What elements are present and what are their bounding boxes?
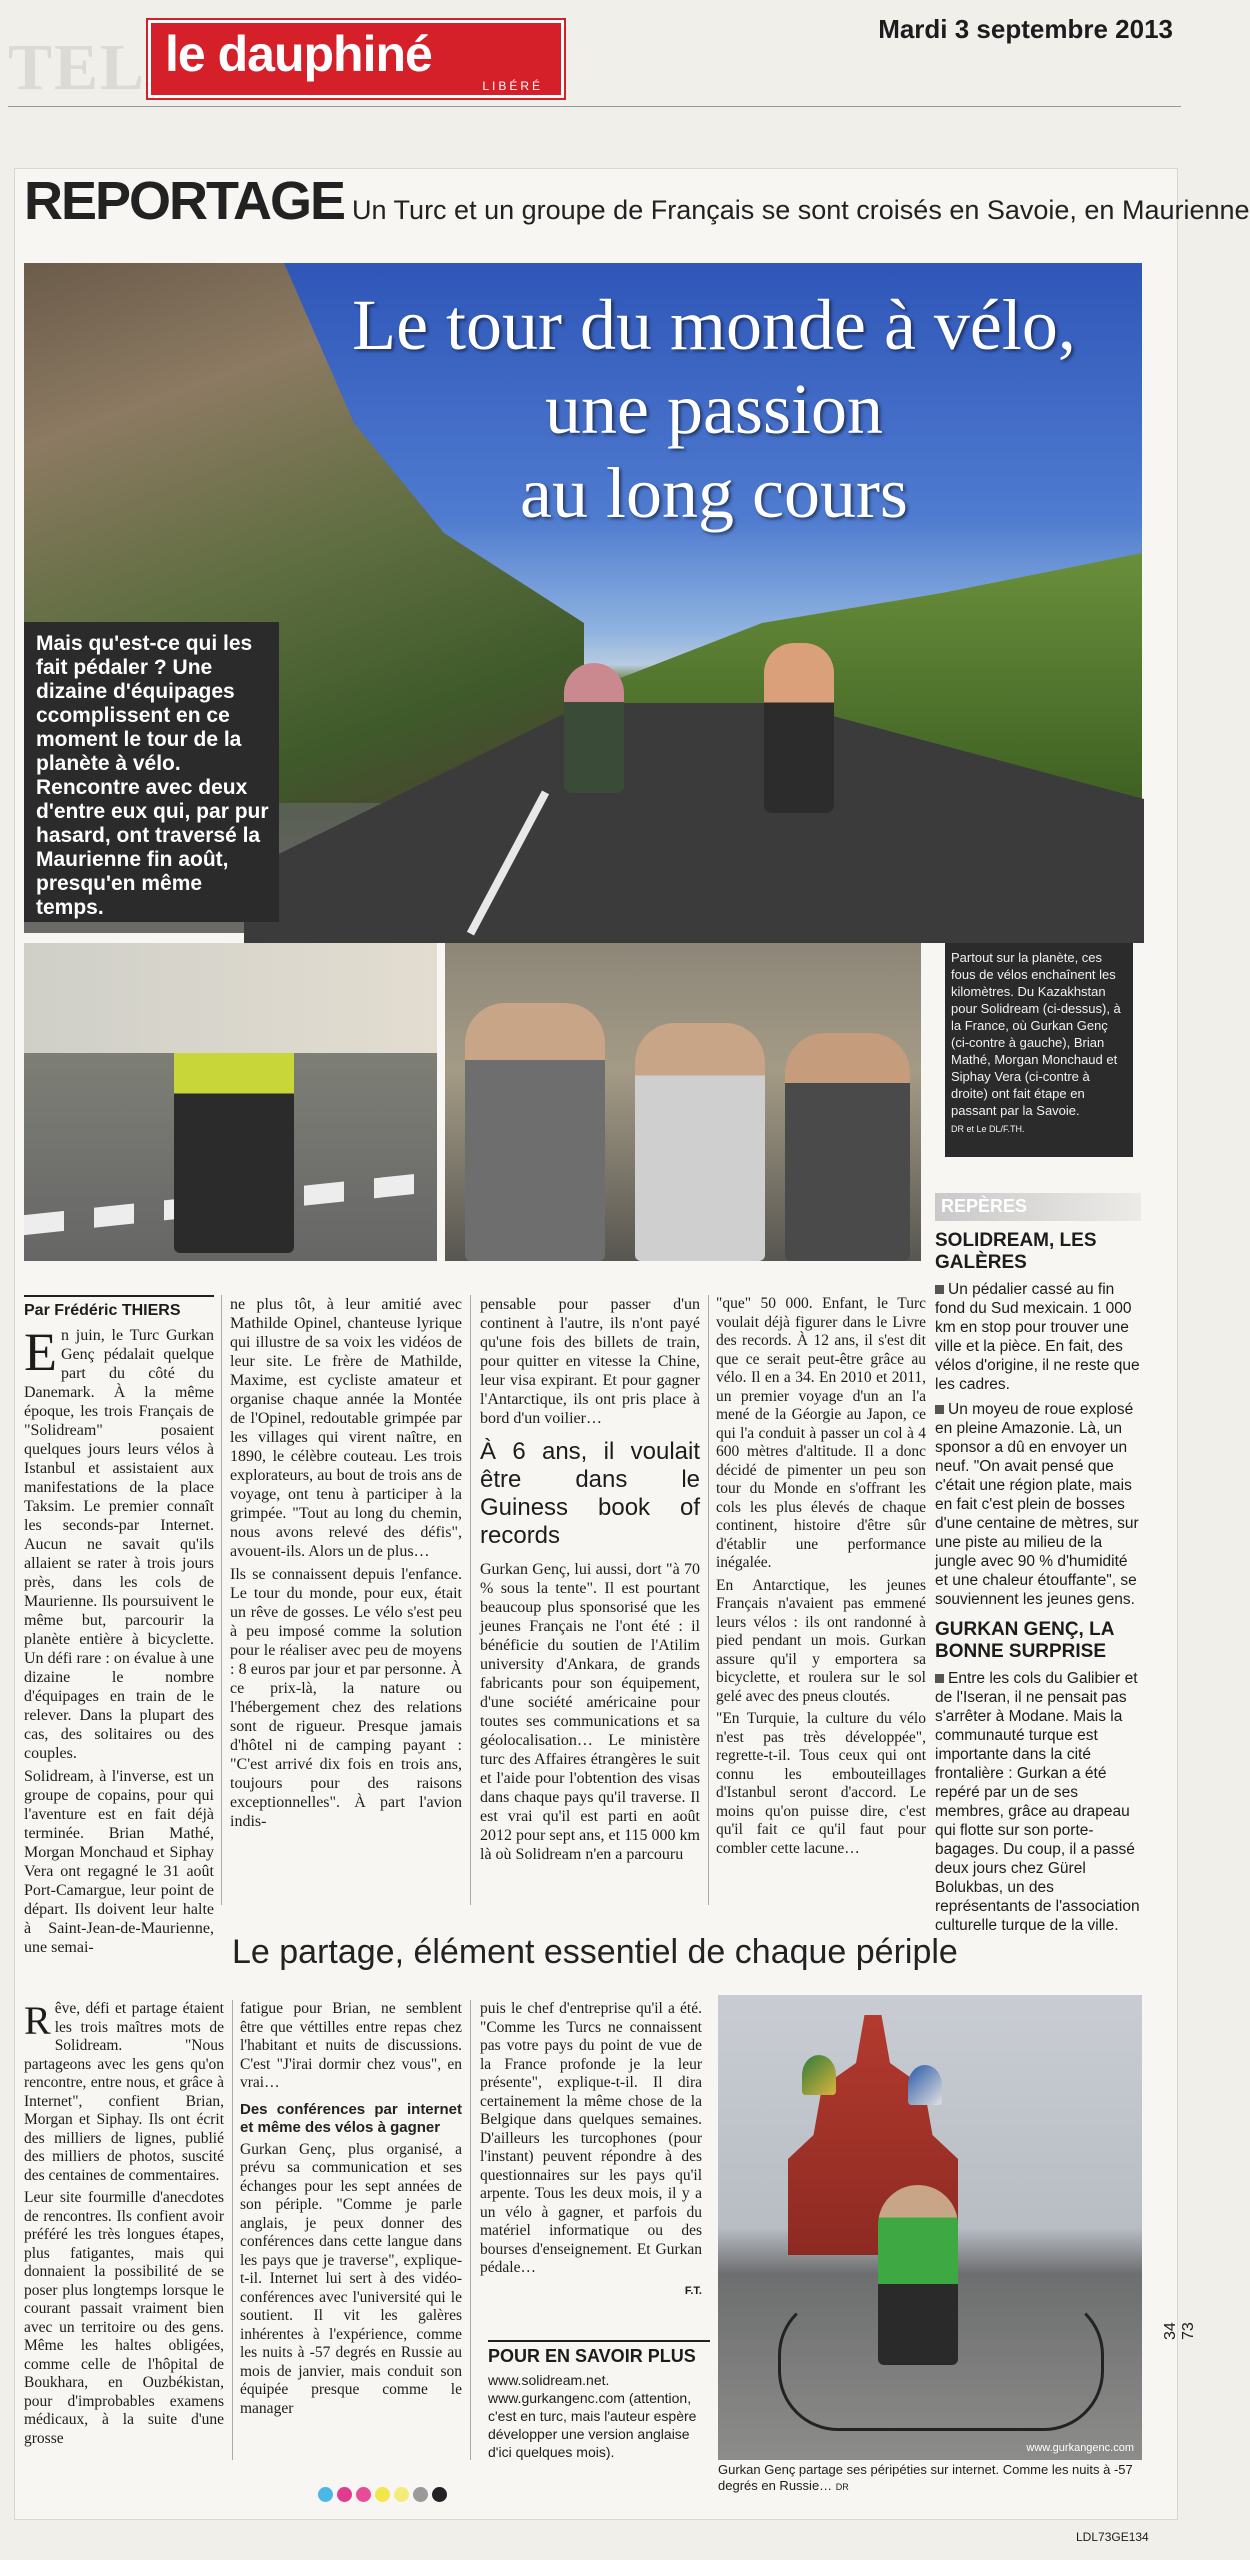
article2-column-1 bbox=[24, 2000, 224, 2452]
more-info-box bbox=[488, 2340, 710, 2461]
photo-credit: DR bbox=[835, 2482, 849, 2492]
side-code: 34 73 bbox=[1162, 2322, 1197, 2340]
registration-dot bbox=[432, 2487, 447, 2502]
photo-credit: DR et Le DL/F.TH. bbox=[951, 1124, 1025, 1134]
paragraph: En juin, le Turc Gurkan Genç pédalait quelque part du côté du Danemark. À la même époque, les trois Français de "Solidream" posaient quelques jours leurs vélos à Istanbul et assistaient aux manifestations de la place Taksim. Le premier connaît les seconds-par Internet. Aucun ne savait qu'ils allaient se rater à trois jours près, dans les cols de Maurienne. Ils poursuivent le même but, parcourir la planète entière à bicyclette. Un défi rare : on évalue à une dizaine le nombre d'équipages en train de le relever. Dans la plupart des cas, des solitaires ou des couples. bbox=[24, 1322, 214, 1762]
kicker bbox=[24, 170, 1250, 232]
byline: Par Frédéric THIERS bbox=[24, 1295, 214, 1320]
drop-cap: E bbox=[24, 1322, 57, 1382]
person-figure bbox=[635, 1023, 765, 1261]
secondary-headline: Le partage, élément essentiel de chaque périple bbox=[232, 1933, 958, 1971]
reperes-box bbox=[935, 1230, 1141, 1935]
registration-dot bbox=[394, 2487, 409, 2502]
paragraph: En Antarctique, les jeunes Français n'avaient pas emmené leurs vélos : ils ont randonné à pied pendant un mois. Gurkan assure qu'il y emportera sa bicyclette, et roulera sur le sol gelé avec des pneus cloutés. bbox=[716, 1576, 926, 1705]
column-rule bbox=[221, 1295, 222, 1905]
article-column-2 bbox=[230, 1295, 462, 1835]
photo-moscow-cathedral bbox=[718, 1995, 1142, 2460]
color-registration-dots bbox=[318, 2487, 451, 2507]
reperes-header: REPÈRES bbox=[935, 1193, 1141, 1221]
reperes-section-title: SOLIDREAM, LES GALÈRES bbox=[935, 1230, 1097, 1273]
paragraph: Gurkan Genç, plus organisé, a prévu sa communication et ses échanges pour les sept années de son périple. "Comme je parle anglais, je peux donner des conférences dans cette langue dans les pays que je traverse", explique-t-il. Internet lui sert à des vidéo-conférences avec l'université qui le soutient. Il vit les galères inhérentes à l'expérience, comme les nuits à -57 degrés en Russie au mois de janvier, mais conduit son équipée presque comme le manager bbox=[240, 2140, 462, 2417]
person-figure bbox=[785, 1033, 910, 1261]
masthead bbox=[8, 8, 1181, 108]
registration-dot bbox=[356, 2487, 371, 2502]
paragraph: "En Turquie, la culture du vélo n'est pas très développée", regrette-t-il. Tous ceux qui ont connu les embouteillages d'Istanbul seront d'accord. Le moins qu'on puisse dire, c'est qu'il fait ce qu'il faut pour combler cette lacune… bbox=[716, 1710, 926, 1857]
registration-dot bbox=[337, 2487, 352, 2502]
paragraph: fatigue pour Brian, ne semblent être que véttilles entre repas chez l'habitant et nuits de discussions. C'est "J'irai dormir chez vous", en vrai… bbox=[240, 2000, 462, 2091]
column-rule bbox=[470, 2000, 471, 2460]
signature: F.T. bbox=[684, 2284, 702, 2297]
onion-dome-shape bbox=[908, 2065, 942, 2105]
paragraph: puis le chef d'entreprise qu'il a été. "Comme les Turcs ne connaissent pas votre pays du point de vue de la France profonde je la leur présente", explique-t-il. Il dira certainement la même chose de la Belgique dans quelques semaines. D'ailleurs les turcophones (pour l'instant) peuvent répondre à des questionnaires sur les pays qu'il arpente. Tous les deux mois, il y a un vélo à gagner, et parfois du matériel informatique ou des bourses d'enseignement. Et Gurkan pédale… bbox=[480, 2000, 702, 2276]
bullet-square-icon bbox=[935, 1285, 944, 1294]
article-subhead: À 6 ans, il voulait être dans le Guiness book of records bbox=[480, 1438, 700, 1549]
bullet-square-icon bbox=[935, 1405, 944, 1414]
kicker-label: REPORTAGE bbox=[24, 171, 345, 231]
masthead-ghost-text: TEL bbox=[8, 31, 147, 104]
paragraph: pensable pour passer d'un continent à l'autre, ils n'ont payé qu'une fois des billets de train, pour quitter en vitesse la Chine, leur visa expirant. Et pour gagner l'Antarctique, ils ont pris place à bord d'un voilier… bbox=[480, 1296, 700, 1427]
more-info-title: POUR EN SAVOIR PLUS bbox=[488, 2340, 710, 2367]
street-background bbox=[24, 943, 437, 1053]
lede-box: Mais qu'est-ce qui les fait pédaler ? Une dizaine d'équipages ccomplissent en ce moment le tour de la planète à vélo. Rencontre avec deux d'entre eux qui, par pur hasard, ont traversé la Maurienne fin août, presqu'en même temps. bbox=[24, 622, 279, 922]
column-rule bbox=[232, 2000, 233, 2460]
article2-subhead: Des conférences par internet et même des vélos à gagner bbox=[240, 2100, 462, 2136]
publication-date: Mardi 3 septembre 2013 bbox=[878, 14, 1173, 44]
paragraph: Gurkan Genç, lui aussi, dort "à 70 % sous la tente". Il est pourtant beaucoup plus sponsorisé que les jeunes Français ne l'ont été : il bénéficie du soutien de l'Atilim university d'Ankara, de grands fabricants pour son équipement, d'une société américaine pour toutes ses communications et sa géolocalisation… Le ministère turc des Affaires étrangères le suit et l'aide pour l'obtention des visas dans chaque pays qu'il traverse. Il est vrai qu'il est parti en août 2012 pour sept ans, et 115 000 km là où Solidream n'en a parcouru bbox=[480, 1561, 700, 1863]
drop-cap: R bbox=[24, 1998, 51, 2043]
article-column-4 bbox=[716, 1295, 926, 1862]
registration-dot bbox=[375, 2487, 390, 2502]
cyclist-figure bbox=[564, 663, 624, 793]
paragraph: Rêve, défi et partage étaient les trois maîtres mots de Solidream. "Nous partageons avec les gens qu'on rencontre, entre nous, et grâce à Internet", confient Brian, Morgan et Siphay. Ils ont écrit des milliers de lignes, publié des milliers de photos, suscité des centaines de commentaires. bbox=[24, 1998, 224, 2184]
article-column-3 bbox=[480, 1295, 700, 1868]
person-figure bbox=[465, 1003, 605, 1261]
photo-watermark: www.gurkangenc.com bbox=[1026, 2442, 1134, 2454]
photo-gurkan-cycling bbox=[24, 943, 437, 1261]
paragraph: Leur site fourmille d'anecdotes de rencontres. Ils confient avoir préféré les très longues étapes, plus fatigantes, mais qui donnaient la possibilité de se poser plus longtemps lorsque le courant passait vraiment bien avec un territoire ou des gens. Même les haltes obligées, comme celle de l'hôpital de Boukhara, en Ouzbékistan, pour d'improbables examens médicaux, à la suite d'une grosse bbox=[24, 2189, 224, 2447]
photo-caption: Partout sur la planète, ces fous de vélos enchaînent les kilomètres. Du Kazakhstan pour Solidream (ci-dessus), à la France, où Gurkan Genç (ci-contre à gauche), Brian Mathé, Morgan Monchaud et Siphay Vera (ci-contre à droite) ont fait étape en passant par la Savoie. DR et Le DL/F.TH. bbox=[945, 943, 1133, 1157]
reperes-section-title: GURKAN GENÇ, LA BONNE SURPRISE bbox=[935, 1619, 1114, 1662]
paragraph: Solidream, à l'inverse, est un groupe de copains, pour qui l'aventure est en fait déjà terminée. Brian Mathé, Morgan Monchaud et Siphay Vera ont regagné le 31 août Port-Camargue, leur point de départ. Ils doivent leur halte à Saint-Jean-de-Maurienne, une semai- bbox=[24, 1768, 214, 1956]
kicker-text: Un Turc et un groupe de Français se sont croisés en Savoie, en Maurienne bbox=[352, 195, 1250, 225]
photo-caption-2: Gurkan Genç partage ses péripéties sur internet. Comme les nuits à -57 degrés en Russie… DR bbox=[718, 2462, 1133, 2493]
column-rule bbox=[708, 1295, 709, 1905]
onion-dome-shape bbox=[802, 2055, 836, 2095]
reperes-item: Entre les cols du Galibier et de l'Iseran, il ne pensait pas s'arrêter à Modane. Mais la communauté turque est importante dans la cité frontalière : Gurkan a été repéré par un de ses membres, grâce au drapeau qui flotte sur son porte-bagages. Du coup, il a passé deux jours chez Gürel Bolukbas, un des représentants de l'association culturelle turque de la ville. bbox=[935, 1670, 1140, 1934]
article-column-1 bbox=[24, 1295, 214, 1961]
masthead-rule bbox=[8, 106, 1181, 107]
bullet-square-icon bbox=[935, 1674, 944, 1683]
article2-column-2 bbox=[240, 2000, 462, 2422]
newspaper-logo: le dauphiné LIBÉRÉ bbox=[148, 20, 564, 98]
page-code: LDL73GE134 bbox=[1076, 2530, 1149, 2544]
reperes-item: Un moyeu de roue explosé en pleine Amazonie. Là, un sponsor a dû en envoyer un neuf. "On avait pensé que c'était une région plate, mais en fait c'est plein de bosses d'une centaine de mètres, sur une piste au milieu de la jungle avec 90 % d'humidité et une chaleur étouffante", se souviennent les jeunes gens. bbox=[935, 1401, 1139, 1608]
column-rule bbox=[470, 1295, 471, 1905]
paragraph: "que" 50 000. Enfant, le Turc voulait déjà figurer dans le Livre des records. À 12 ans, il s'est dit que ce serait peut-être grâce au vélo. Il en a 34. En 2010 et 2011, un premier voyage d'un an l'a mené de la Géorgie au Japon, ce qui l'a conduit à passer un col à 4 600 mètres d'altitude. Il a donc décidé de pimenter un peu son tour du Monde en s'offrant les cols les plus élevés de chaque continent, histoire d'être sûr d'établir une performance inégalée. bbox=[716, 1295, 926, 1571]
bicycle-shape bbox=[778, 2295, 1104, 2431]
main-headline: Le tour du monde à vélo, une passion au long cours bbox=[352, 285, 1076, 533]
registration-dot bbox=[318, 2487, 333, 2502]
photo-solidream-team bbox=[445, 943, 921, 1261]
reperes-item: Un pédalier cassé au fin fond du Sud mexicain. 1 000 km en stop pour trouver une ville et la pièce. En fait, des vélos d'origine, il ne reste que les cadres. bbox=[935, 1281, 1140, 1393]
registration-dot bbox=[413, 2487, 428, 2502]
paragraph: Ils se connaissent depuis l'enfance. Le tour du monde, pour eux, était un rêve de gosses. Le vélo s'est peu à peu imposé comme la solution pour le réaliser avec peu de moyens : 8 euros par jour et par personne. À ce prix-là, la nature ou l'hébergement chez des relations sont de rigueur. Presque jamais d'hôtel ni de camping payant : "C'est arrivé dix fois en trois ans, toujours pour des raisons exceptionnelles". À part l'avion indis- bbox=[230, 1566, 462, 1830]
cyclist-figure bbox=[764, 643, 834, 813]
article2-column-3 bbox=[480, 2000, 702, 2304]
paragraph: ne plus tôt, à leur amitié avec Mathilde Opinel, chanteuse lyrique qui illustre de sa voix les vidéos de leur site. Le frère de Mathilde, Maxime, est cycliste amateur et organise chaque année la Montée de l'Opinel, redoutable grimpée par les villages qui virent naître, en 1890, le célèbre couteau. Les trois explorateurs, au bout de trois ans de voyage, ont tenu à participer à la grimpée. "Tout au long du chemin, nous avons relevé des défis", avouent-ils. Alors un de plus… bbox=[230, 1296, 462, 1560]
more-info-body: www.solidream.net. www.gurkangenc.com (attention, c'est en turc, mais l'auteur espère développer une version anglaise d'ici quelques mois). bbox=[488, 2372, 697, 2460]
